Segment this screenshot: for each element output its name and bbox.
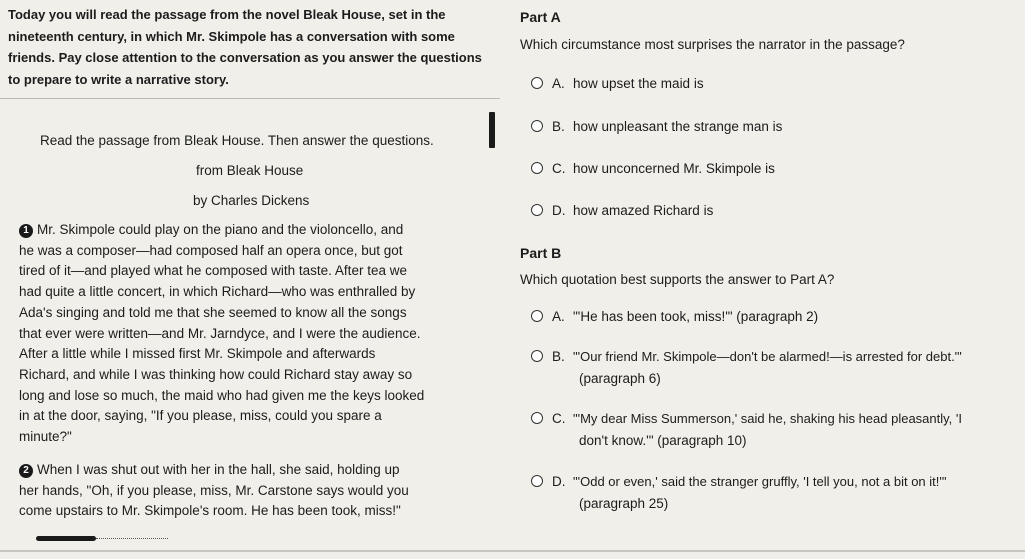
option-text: "'Our friend Mr. Skimpole—don't be alarmed!—is arrested for debt.'": [573, 349, 962, 364]
option-letter: D.: [552, 474, 566, 489]
paragraph-number-badge: 2: [19, 464, 33, 478]
paragraph-line: had quite a little concert, in which Richard—who was enthralled by: [19, 284, 416, 300]
radio-button[interactable]: [531, 475, 543, 487]
option-letter: B.: [552, 119, 565, 134]
paragraph-line: come upstairs to Mr. Skimpole's room. He has been took, miss!": [19, 503, 401, 519]
option-letter: A.: [552, 309, 565, 324]
part-b-question: Which quotation best supports the answer to Part A?: [520, 272, 835, 287]
intro-line: friends. Pay close attention to the conversation as you answer the questions: [8, 50, 482, 65]
option-letter: C.: [552, 161, 566, 176]
paragraph-line: in at the door, saying, "If you please, miss, could you spare a: [19, 408, 382, 424]
option-text-continued: (paragraph 25): [579, 496, 669, 511]
intro-text: [8, 4, 503, 90]
paragraph-line: he was a composer—had composed half an opera once, but got: [19, 242, 403, 258]
cutoff-text-fragment: [96, 538, 168, 541]
option-letter: C.: [552, 411, 566, 426]
passage-author: by Charles Dickens: [193, 193, 310, 208]
radio-button[interactable]: [531, 350, 543, 362]
option-letter: B.: [552, 349, 565, 364]
option-text: "'He has been took, miss!'" (paragraph 2): [573, 309, 819, 324]
radio-button[interactable]: [531, 120, 543, 132]
passage-panel-divider: [0, 98, 500, 99]
part-a-question: Which circumstance most surprises the narrator in the passage?: [520, 37, 905, 52]
paragraph-line-text: When I was shut out with her in the hall, she said, holding up: [37, 462, 400, 477]
paragraph-line-text: Mr. Skimpole could play on the piano and the violoncello, and: [37, 222, 404, 237]
option-text: how unconcerned Mr. Skimpole is: [573, 161, 775, 176]
paragraph-line: tired of it—and played what he composed with taste. After tea we: [19, 263, 407, 279]
paragraph-line: long and lose so much, the maid who had given me the keys looked: [19, 387, 425, 403]
radio-button[interactable]: [531, 162, 543, 174]
option-letter: A.: [552, 76, 565, 91]
option-text: how upset the maid is: [573, 76, 704, 91]
option-text-continued: (paragraph 6): [579, 371, 661, 386]
paragraph-line: minute?": [19, 429, 72, 445]
bottom-divider: [0, 550, 1025, 552]
option-text: "'Odd or even,' said the stranger gruffly, 'I tell you, not a bit on it!'": [573, 474, 947, 489]
passage-title: from Bleak House: [196, 163, 304, 178]
radio-button[interactable]: [531, 412, 543, 424]
part-b-option-c[interactable]: [531, 409, 1021, 453]
radio-button[interactable]: [531, 204, 543, 216]
option-letter: D.: [552, 203, 566, 218]
option-text: how amazed Richard is: [573, 203, 714, 218]
passage-instruction: Read the passage from Bleak House. Then answer the questions.: [40, 133, 434, 148]
passage-scrollbar[interactable]: [489, 112, 495, 148]
intro-line: to prepare to write a narrative story.: [8, 71, 229, 87]
cutoff-text-fragment: [36, 536, 96, 541]
part-b-option-b[interactable]: [531, 347, 1021, 391]
paragraph-line: Ada's singing and told me that she seemed to know all the songs: [19, 304, 407, 320]
intro-line: Today you will read the passage from the novel Bleak House, set in the: [8, 7, 446, 22]
part-a-heading: Part A: [520, 9, 561, 25]
paragraph-number-badge: 1: [19, 224, 33, 238]
radio-button[interactable]: [531, 77, 543, 89]
part-b-option-a[interactable]: [531, 307, 1021, 329]
part-a-option-b[interactable]: [531, 117, 1011, 139]
part-a-option-d[interactable]: [531, 201, 1011, 223]
paragraph-line: [19, 220, 491, 241]
intro-line: nineteenth century, in which Mr. Skimpole has a conversation with some: [8, 28, 455, 44]
part-a-option-c[interactable]: [531, 159, 1011, 181]
passage-paragraph-1: [19, 220, 491, 448]
paragraph-line: [19, 460, 491, 481]
paragraph-line: After a little while I missed first Mr. Skimpole and afterwards: [19, 346, 376, 362]
part-b-option-d[interactable]: [531, 472, 1021, 516]
paragraph-line: that ever were written—and Mr. Jarndyce, and I were the audience.: [19, 325, 421, 341]
part-b-heading: Part B: [520, 245, 562, 261]
paragraph-line: Richard, and while I was thinking how could Richard stay away so: [19, 366, 413, 382]
part-a-option-a[interactable]: [531, 74, 1011, 96]
option-text-continued: don't know.'" (paragraph 10): [579, 433, 747, 448]
option-text: how unpleasant the strange man is: [573, 119, 783, 134]
option-text: "'My dear Miss Summerson,' said he, shaking his head pleasantly, 'I: [573, 411, 962, 426]
passage-paragraph-2: [19, 460, 491, 522]
paragraph-line: her hands, "Oh, if you please, miss, Mr. Carstone says would you: [19, 482, 409, 498]
radio-button[interactable]: [531, 310, 543, 322]
